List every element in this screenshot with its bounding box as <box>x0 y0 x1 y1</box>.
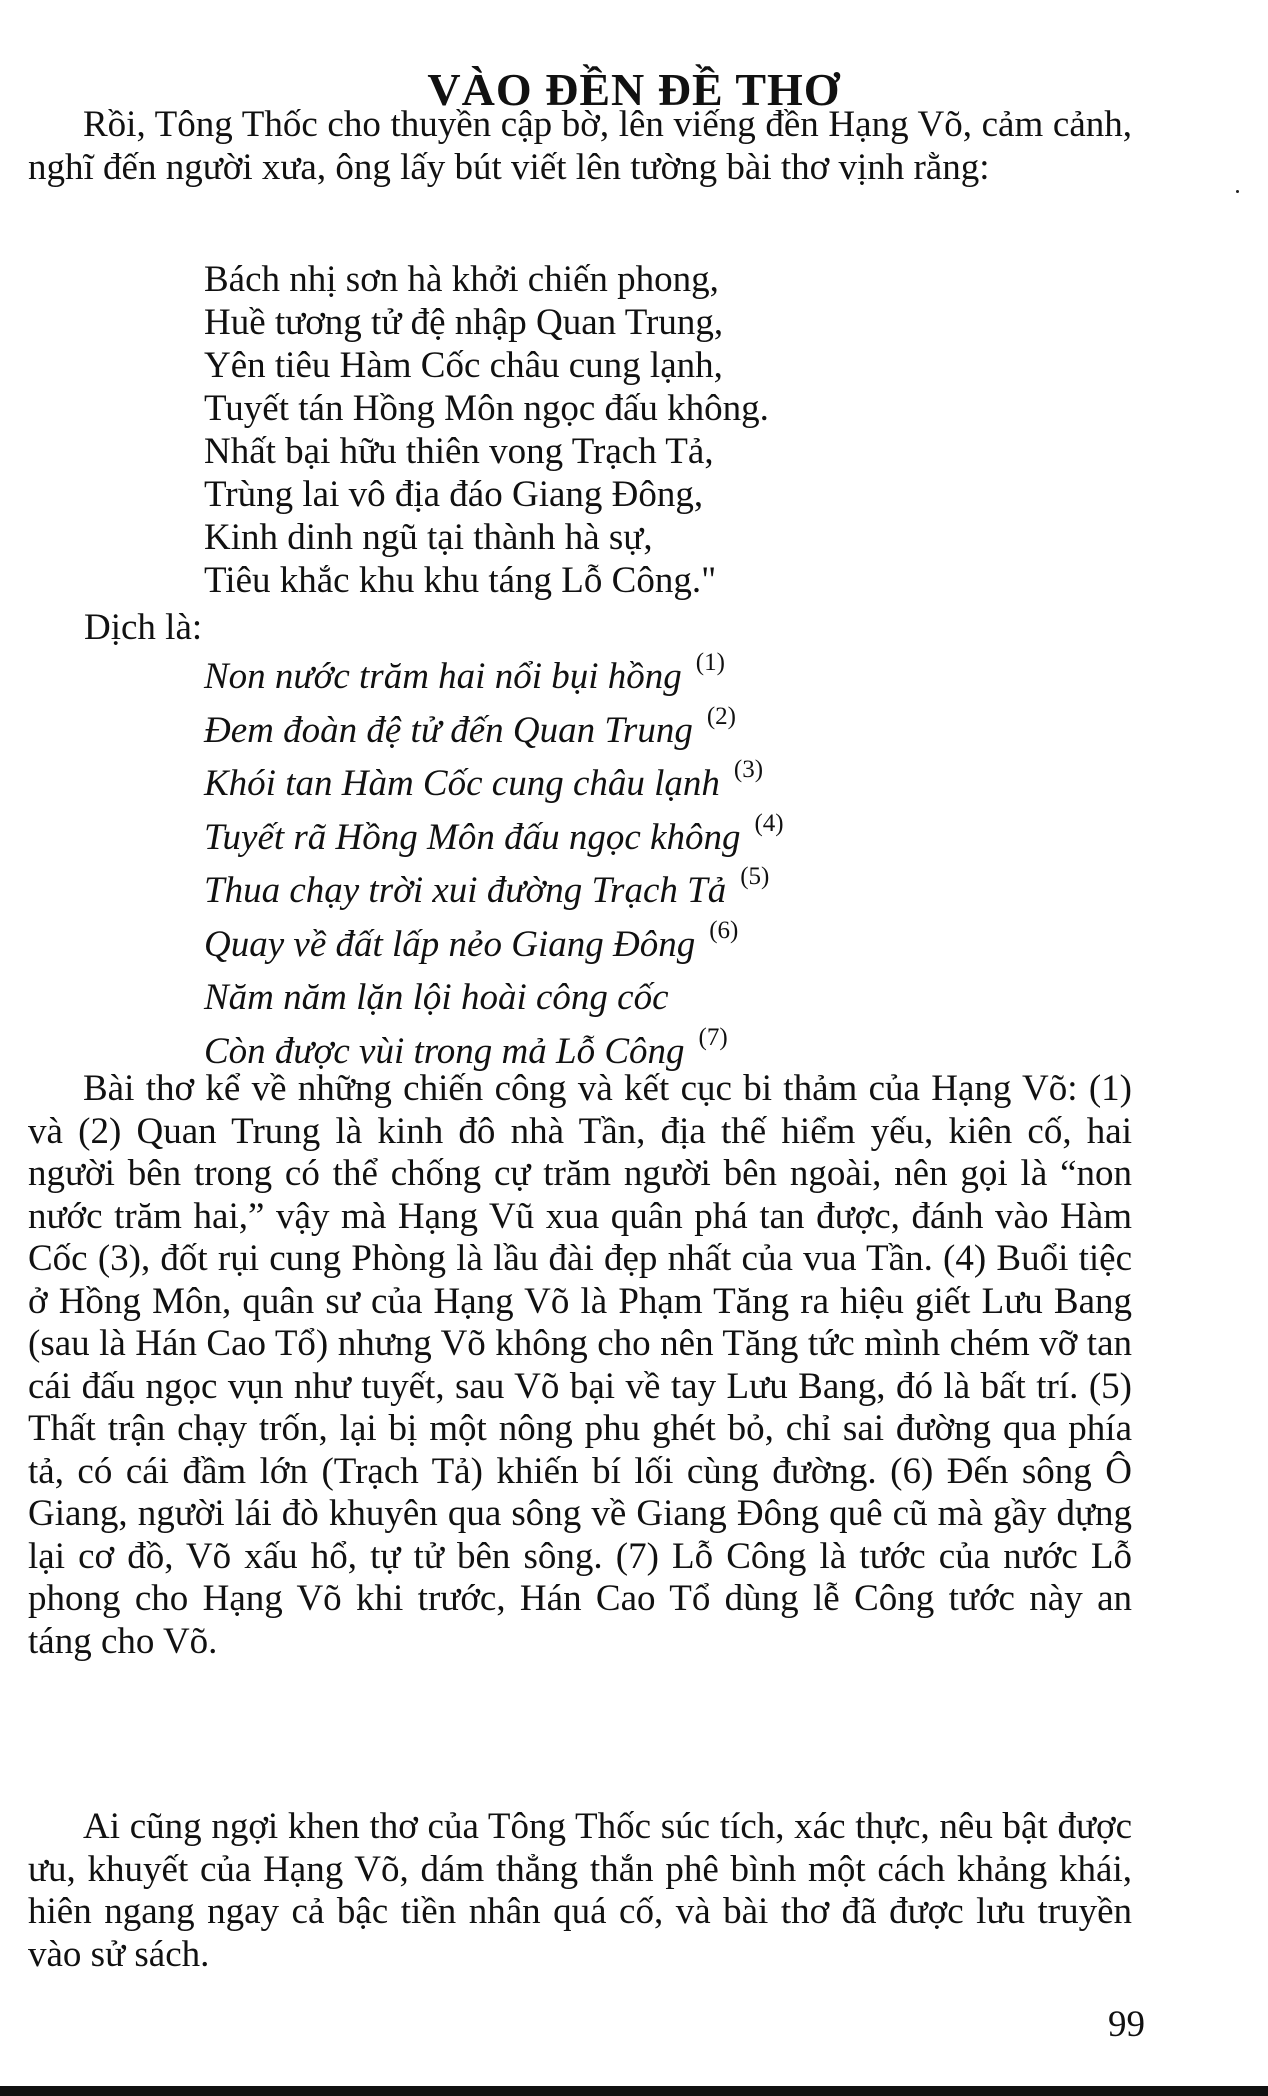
poem-line: Kinh dinh ngũ tại thành hà sự, <box>204 517 653 558</box>
translation-text: Đem đoàn đệ tử đến Quan Trung <box>204 709 693 751</box>
footnote-marker: (2) <box>706 702 736 730</box>
translation-text: Còn được vùi trong mả Lỗ Công <box>204 1030 685 1072</box>
translation-text: Quay về đất lấp nẻo Giang Đông <box>204 923 696 965</box>
translation-label: Dịch là: <box>84 607 203 648</box>
commentary-paragraph: Bài thơ kể về những chiến công và kết cục bi thảm của Hạng Võ: (1) và (2) Quan Trung là kinh đô nhà Tần, địa thế hiểm yếu, kiên cố, hai người bên trong có thể chống cự trăm người bên ngoài, nên gọi là “non nước trăm hai,” vậy mà Hạng Vũ xua quân phá tan được, đánh vào Hàm Cốc (3), đốt rụi cung Phòng là lầu đài đẹp nhất của vua Tần. (4) Buổi tiệc ở Hồng Môn, quân sư của Hạng Võ là Phạm Tăng ra hiệu giết Lưu Bang (sau là Hán Cao Tổ) nhưng Võ không cho nên Tăng tức mình chém vỡ tan cái đấu ngọc vụn như tuyết, sau Võ bại về tay Lưu Bang, đó là bất trí. (5) Thất trận chạy trốn, lại bị một nông phu ghét bỏ, chỉ sai đường qua phía tả, có cái đầm lớn (Trạch Tả) khiến bí lối cùng đường. (6) Đến sông Ô Giang, người lái đò khuyên qua sông về Giang Đông quê cũ mà gầy dựng lại cơ đồ, Võ xấu hổ, tự tử bên sông. (7) Lỗ Công là tước của nước Lỗ phong cho Hạng Võ khi trước, Hán Cao Tổ dùng lễ Công tước này an táng cho Võ. <box>28 1068 1132 1662</box>
translation-line <box>204 863 784 920</box>
footnote-marker: (1) <box>695 649 725 676</box>
poem-translation <box>204 649 784 1080</box>
footnote-marker: (5) <box>740 863 770 890</box>
intro-paragraph: Rồi, Tông Thốc cho thuyền cập bờ, lên viếng đền Hạng Võ, cảm cảnh, nghĩ đến người xưa, ông lấy bút viết lên tường bài thơ vịnh rằng: <box>28 104 1132 188</box>
chapter-title: VÀO ĐỀN ĐỀ THƠ <box>427 64 841 115</box>
scan-speck <box>1236 190 1239 193</box>
footnote-marker: (3) <box>733 756 764 783</box>
translation-line <box>204 916 784 974</box>
footnote-marker: (6) <box>709 916 739 944</box>
translation-text: Tuyết rã Hồng Môn đấu ngọc không <box>204 816 741 858</box>
page-number: 99 <box>1108 2004 1145 2045</box>
poem-line: Nhất bại hữu thiên vong Trạch Tả, <box>204 431 714 472</box>
translation-text: Non nước trăm hai nổi bụi hồng <box>204 656 682 697</box>
footnote-marker: (4) <box>754 809 784 837</box>
scan-edge-bar <box>0 2086 1268 2096</box>
poem-line: Trùng lai vô địa đáo Giang Đông, <box>204 474 704 515</box>
closing-paragraph: Ai cũng ngợi khen thơ của Tông Thốc súc tích, xác thực, nêu bật được ưu, khuyết của Hạng Võ, dám thẳng thắn phê bình một cách khảng khái, hiên ngang ngay cả bậc tiền nhân quá cố, và bài thơ đã được lưu truyền vào sử sách. <box>28 1806 1132 1975</box>
footnote-marker: (7) <box>698 1023 728 1051</box>
poem-line: Yên tiêu Hàm Cốc châu cung lạnh, <box>204 345 723 386</box>
translation-text: Thua chạy trời xui đường Trạch Tả <box>204 870 727 911</box>
translation-line <box>204 973 784 1027</box>
poem-line: Huề tương tử đệ nhập Quan Trung, <box>204 302 724 343</box>
translation-text: Khói tan Hàm Cốc cung châu lạnh <box>204 763 720 804</box>
poem-line: Tiêu khắc khu khu táng Lỗ Công." <box>204 560 717 601</box>
translation-line <box>204 809 784 867</box>
translation-line <box>204 756 784 813</box>
translation-text: Năm năm lặn lội hoài công cốc <box>204 977 669 1018</box>
translation-line <box>204 702 784 760</box>
poem-original <box>204 258 769 602</box>
poem-line: Bách nhị sơn hà khởi chiến phong, <box>204 259 719 300</box>
poem-line: Tuyết tán Hồng Môn ngọc đấu không. <box>204 388 769 429</box>
translation-line <box>204 649 784 706</box>
